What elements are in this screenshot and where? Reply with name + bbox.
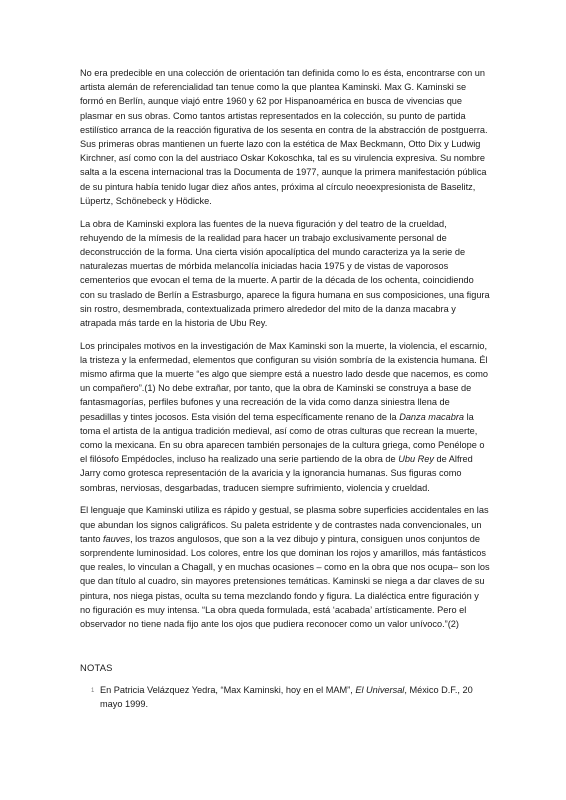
footnote bbox=[80, 683, 490, 711]
body-paragraph bbox=[80, 503, 490, 631]
notes-list bbox=[80, 683, 490, 711]
paragraph-text: la toma el artista de la antigua tradición medieval, así como de otras culturas que recrean la muerte, como la mexicana. En su obra aparecen también personajes de la cultura griega, como Penélope o el filósofo Empédocles, incluso ha realizado una serie partiendo de la obra de bbox=[80, 411, 485, 465]
body-paragraph bbox=[80, 217, 490, 331]
body-paragraph bbox=[80, 339, 490, 495]
paragraph-text: de Alfred Jarry como grotesca representación de la avaricia y la ignorancia humanas. Sus figuras como sombras, nerviosas, desgarbadas, traducen siempre sufrimiento, violencia y crueldad. bbox=[80, 454, 473, 493]
paragraph-text: El lenguaje que Kaminski utiliza es rápido y gestual, se plasma sobre superficies accidentales en las que abundan los signos caligráficos. Su paleta estridente y de contrastes nada convencionales, un tanto bbox=[80, 505, 489, 544]
paragraph-text: La obra de Kaminski explora las fuentes de la nueva figuración y del teatro de la crueldad, rehuyendo de la mímesis de la realidad para hacer un trabajo exclusivamente personal de deconstrucción de la forma. Una cierta visión apocalíptica del mundo caracteriza ya la serie de naturalezas muertas de mórbida melancolía iniciadas hacia 1975 y de vistas de vaporosos cementerios que evocan el tema de la muerte. A partir de la década de los ochenta, coincidiendo con su traslado de Berlín a Estrasburgo, aparece la figura humana en sus composiciones, una figura sin rostro, desmembrada, contextualizada primero alrededor del mito de la danza macabra y atrapada más tarde en la historia de Ubu Rey. bbox=[80, 218, 490, 328]
notes-heading: NOTAS bbox=[80, 662, 113, 674]
footnote-number: 1 bbox=[91, 688, 95, 695]
footnote-text: , México D.F., 20 mayo 1999. bbox=[100, 685, 473, 710]
italic-text: fauves bbox=[103, 533, 131, 544]
paragraph-text: Los principales motivos en la investigación de Max Kaminski son la muerte, la violencia, el escarnio, la tristeza y la enfermedad, elementos que configuran su visión sombría de la existencia humana. Él mismo afirma que la muerte “es algo que siempre está a nuestro lado desde que nacemos, es como un compañero”.(1) No debe extrañar, por tanto, que la obra de Kaminski se construya a base de fantasmagorías, perfiles bufones y una recreación de la vida como danza siniestra llena de pesadillas y tintes jocosos. Esta visión del tema específicamente renano de la bbox=[80, 340, 489, 422]
paragraph-text: No era predecible en una colección de orientación tan definida como lo es ésta, encontrarse con un artista alemán de referencialidad tan tenue como la que plantea Kaminski. Max G. Kaminski se formó en Berlín, aunque viajó entre 1960 y 62 por Hispanoamérica en busca de vivencias que plasmar en sus obras. Como tantos artistas representados en la colección, su punto de partida estilístico arranca de la reacción figurativa de los sesenta en contra de la abstracción de postguerra. Sus primeras obras mantienen un fuerte lazo con la estética de Max Beckmann, Otto Dix y Ludwig Kirchner, así como con la del austriaco Oskar Kokoschka, tal es su virulencia expresiva. Su nombre salta a la escena internacional tras la Documenta de 1977, aunque la primera manifestación pública de su pintura había tenido lugar diez años antes, próxima al círculo neoexpresionista de Baselitz, Lüpertz, Schönebeck y Hödicke. bbox=[80, 68, 488, 206]
body-paragraph bbox=[80, 66, 490, 208]
footnote-text: En Patricia Velázquez Yedra, “Max Kaminski, hoy en el MAM”, bbox=[100, 685, 356, 696]
italic-text: Danza macabra bbox=[399, 411, 465, 422]
italic-text: El Universal bbox=[355, 685, 405, 696]
document-body bbox=[80, 66, 490, 631]
paragraph-text: , los trazos angulosos, que son a la vez dibujo y pintura, consiguen unos conjuntos de sorprendente luminosidad. Los colores, entre los que dominan los rojos y amarillos, más fantásticos que reales, lo vinculan a Chagall, y en muchas ocasiones – como en la obra que nos ocupa– son los que dan título al cuadro, sin mayores pretensiones temáticas. Kaminski se niega a dar claves de su pintura, nos niega pistas, oculta su tema mezclando fondo y figura. La dialéctica entre figuración y no figuración es muy intensa. “La obra queda formulada, está ‘acabada’ artísticamente. Pero el observador no tiene nada fijo ante los ojos que pudiera reconocer como un valor unívoco.”(2) bbox=[80, 533, 490, 630]
italic-text: Ubu Rey bbox=[398, 454, 434, 465]
